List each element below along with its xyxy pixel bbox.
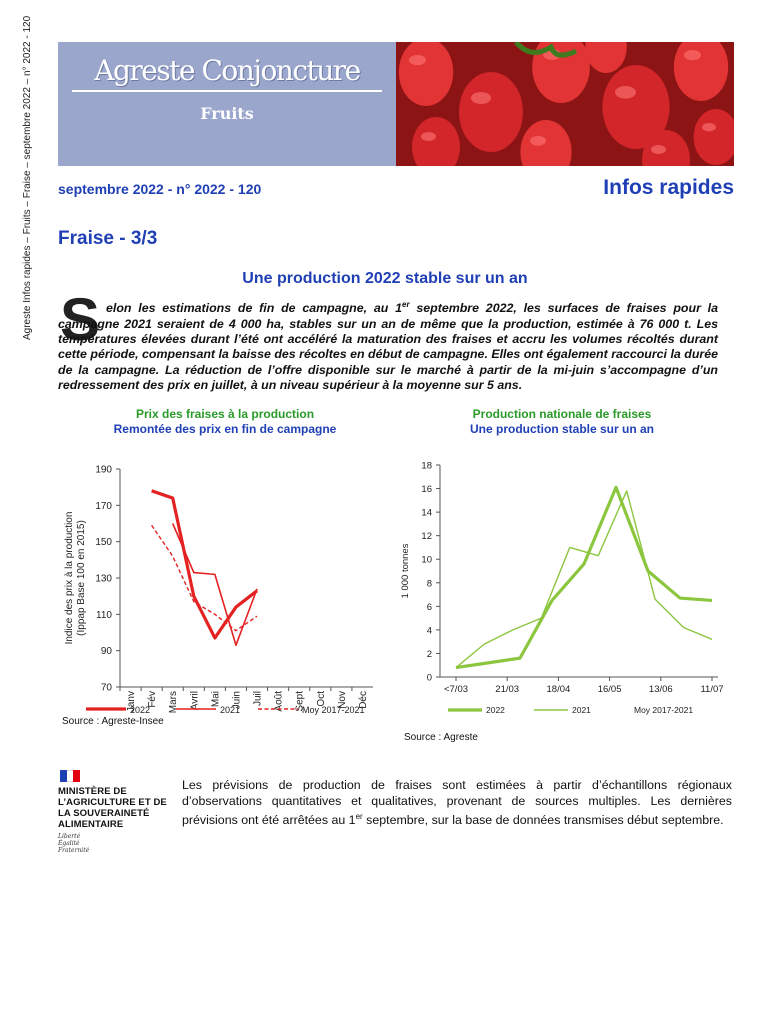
- side-running-title: Agreste Infos rapides – Fruits – Fraise – septembre 2022 – n° 2022 - 120: [22, 15, 33, 340]
- ministry-logo: [58, 770, 178, 854]
- production-chart-subtitle: Une production stable sur un an: [469, 422, 654, 436]
- brand-logo-text: Agreste Conjoncture: [94, 54, 360, 87]
- production-y-tick-label: 0: [426, 672, 432, 684]
- price-y-tick-label: 90: [100, 646, 112, 658]
- production-x-tick-label: 21/03: [495, 684, 520, 695]
- price-y-tick-label: 150: [95, 537, 112, 549]
- marianne-flag-icon: [60, 770, 80, 782]
- strawberry-highlight: [471, 92, 491, 104]
- ministry-name: MINISTÈRE DE L’AGRICULTURE ET DE LA SOUVERAINETÉ ALIMENTAIRE: [58, 786, 167, 830]
- price-y-axis-label-line1: Indice des prix à la production: [64, 511, 75, 645]
- production-chart-title-block: [400, 407, 724, 437]
- production-y-tick-label: 16: [421, 484, 432, 496]
- production-y-tick-label: 2: [426, 648, 432, 660]
- price-chart-title: Prix des fraises à la production: [135, 407, 315, 421]
- strawberry-image: [396, 42, 734, 166]
- price-x-tick-label: Nov: [336, 691, 348, 709]
- production-series-line-0: [456, 487, 712, 667]
- price-y-tick-label: 110: [96, 609, 112, 621]
- production-y-tick-label: 8: [426, 578, 432, 590]
- price-x-tick-label: Août: [273, 691, 285, 712]
- price-y-tick-label: 190: [95, 464, 112, 476]
- production-legend-label-0: 2022: [486, 705, 505, 715]
- price-chart-subtitle: Remontée des prix en fin de campagne: [113, 422, 337, 436]
- price-x-tick-label: Déc: [357, 691, 369, 709]
- price-x-tick-label: Janv: [126, 691, 138, 713]
- price-series-line-0: [152, 491, 257, 638]
- note-superscript: er: [355, 812, 363, 822]
- price-chart-title-block: [60, 407, 390, 437]
- production-chart: [396, 455, 736, 723]
- brand-underline: [72, 90, 382, 92]
- price-x-tick-label: Mai: [210, 691, 222, 708]
- ministry-motto: [58, 833, 178, 854]
- production-y-tick-label: 14: [421, 507, 432, 519]
- lead-text-part1: elon les estimations de fin de campagne, au 1: [106, 301, 402, 316]
- production-x-tick-label: <7/03: [443, 684, 469, 695]
- production-y-tick-label: 12: [421, 531, 432, 543]
- production-legend-label-2: Moy 2017-2021: [634, 705, 694, 715]
- price-legend-label-0: 2022: [130, 705, 151, 715]
- production-y-axis-label: 1 000 tonnes: [400, 543, 411, 599]
- publication-subject: Fruits: [200, 104, 254, 123]
- series-label: Infos rapides: [603, 176, 734, 199]
- production-x-tick-label: 18/04: [546, 684, 571, 695]
- production-y-tick-label: 18: [421, 460, 432, 472]
- strawberry-highlight: [530, 136, 546, 146]
- price-y-tick-label: 170: [95, 500, 112, 512]
- headline: Une production 2022 stable sur un an: [242, 270, 528, 287]
- price-x-tick-label: Oct: [315, 691, 327, 707]
- strawberry-shape: [459, 72, 523, 152]
- lead-superscript: er: [402, 300, 410, 309]
- production-x-tick-label: 11/07: [700, 684, 724, 695]
- production-chart-source: Source : Agreste: [404, 732, 478, 743]
- lead-paragraph: [58, 297, 718, 394]
- price-x-tick-label: Fév: [147, 691, 159, 708]
- strawberry-highlight: [409, 55, 426, 65]
- strawberry-highlight: [684, 50, 701, 60]
- price-x-tick-label: Avril: [189, 691, 201, 711]
- price-chart: [58, 455, 388, 720]
- motto-fraternite: Fraternité: [58, 847, 90, 854]
- header-banner: [58, 42, 396, 166]
- price-legend-label-1: 2021: [220, 705, 241, 715]
- strawberry-highlight: [651, 145, 666, 154]
- drop-cap: S: [60, 286, 101, 353]
- price-x-tick-label: Mars: [168, 691, 180, 714]
- production-legend-label-1: 2021: [572, 705, 591, 715]
- price-chart-source: Source : Agreste-Insee: [62, 716, 164, 727]
- production-y-tick-label: 10: [421, 554, 432, 566]
- note-text-part1: Les prévisions de production de fraises sont estimées à partir d’échantillons régionaux d’observations quantitatives et qualitatives, provenant de sources multiples. Les dernières prévisions ont été arrêtées au 1: [182, 778, 732, 828]
- methodology-note: [182, 778, 732, 829]
- price-x-tick-label: Juil: [252, 691, 264, 707]
- price-y-axis-label-line2: (Ippap Base 100 en 2015): [76, 520, 87, 636]
- production-x-tick-label: 16/05: [597, 684, 622, 695]
- price-x-tick-label: Juin: [231, 691, 243, 710]
- issue-date-number: septembre 2022 - n° 2022 - 120: [58, 181, 262, 197]
- production-x-tick-label: 13/06: [648, 684, 673, 695]
- lead-text-part2: septembre 2022, les surfaces de fraises pour la campagne 2021 seraient de 4 000 ha, stables sur un an de même que la production, estimée à 76 000 t. Les températures élevées durant l’été ont accéléré la maturation des fraises et accru les volumes récoltés durant cette période, compensant la baisse des récoltes en début de campagne. Elles ont également raccourci la durée de la campagne. La réduction de l’offre disponible sur le marché à partir de la mi-juin s’accompagne d’un redressement des prix en juillet, à un niveau supérieur à la moyenne sur 5 ans.: [58, 301, 719, 393]
- strawberry-highlight: [421, 132, 436, 141]
- price-y-tick-label: 130: [95, 573, 112, 585]
- note-text-part2: septembre, sur la base de données transmises début septembre.: [362, 813, 724, 828]
- production-y-tick-label: 6: [426, 601, 432, 613]
- strawberry-highlight: [702, 123, 716, 131]
- page-title: Fraise - 3/3: [58, 228, 158, 249]
- price-legend-label-2: Moy 2017-2021: [302, 705, 365, 715]
- motto-egalite: Égalité: [58, 840, 80, 847]
- motto-liberte: Liberté: [58, 833, 81, 840]
- production-series-line-1: [456, 491, 712, 668]
- price-x-tick-label: Sept: [294, 691, 306, 712]
- production-chart-title: Production nationale de fraises: [472, 407, 652, 421]
- price-y-tick-label: 70: [100, 682, 112, 694]
- price-y-axis-label: [64, 512, 87, 645]
- strawberry-photo: [396, 42, 734, 166]
- strawberry-highlight: [615, 86, 636, 99]
- production-y-tick-label: 4: [426, 625, 432, 637]
